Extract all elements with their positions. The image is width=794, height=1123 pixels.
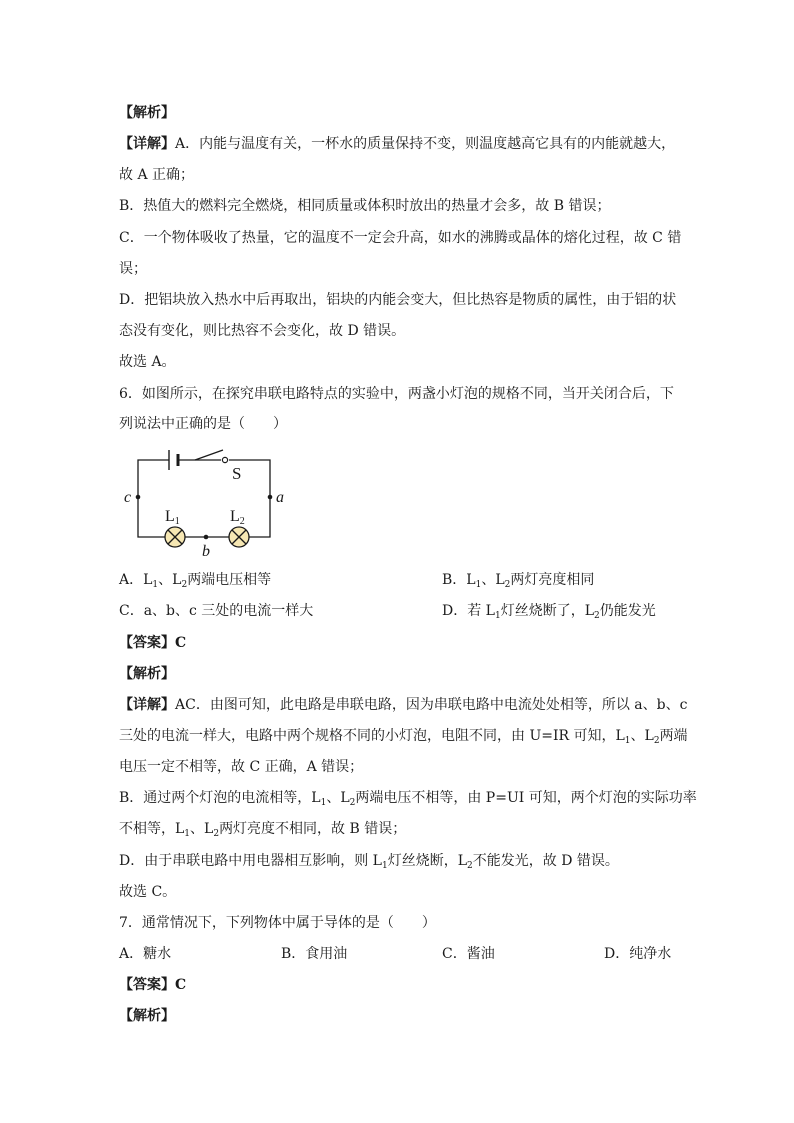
q7-option-b: B．食用油 [281,946,348,962]
q7-option-a: A．糖水 [119,946,172,962]
node-b-dot [204,535,209,540]
q6-option-d: D．若 $L_1$灯丝烧断了，$L_2$仍能发光 [442,603,656,621]
battery-symbol [169,450,178,470]
node-c-dot [136,495,141,500]
circuit-wires [138,460,270,537]
q5-conclusion: 故选 A。 [119,354,176,370]
q6-answer: 【答案】C [119,635,187,651]
point-b-label: b [202,543,210,560]
switch-label: S [232,464,242,483]
switch-symbol [195,450,228,463]
lamp-l2-icon [229,527,249,547]
q6-detail-line-4: B．通过两个灯泡的电流相等，$L_1$、$L_2$两端电压不相等，由 P=UI 可知，两个灯泡的实际功率 [119,790,697,808]
q7-answer: 【答案】C [119,977,187,993]
q6-option-b: B．$L_1$、$L_2$两灯亮度相同 [442,572,595,590]
lamp-l2-label: L2 [230,508,245,527]
detail-label: 【详解】 [119,697,175,713]
q6-option-c: C．a、b、c 三处的电流一样大 [119,603,314,619]
lamp-l1-label: L1 [165,508,180,527]
series-circuit-diagram [119,445,299,560]
q5-detail-line-1: 【详解】A．内能与温度有关，一杯水的质量保持不变，则温度越高它具有的内能就越大， [119,136,676,152]
q6-conclusion: 故选 C。 [119,884,177,900]
analysis-heading: 【解析】 [119,105,175,121]
q7-option-c: C．酱油 [442,946,495,962]
point-a-label: a [276,489,284,506]
q6-stem-line-2: 列说法中正确的是（ ） [119,416,287,432]
detail-label: 【详解】 [119,136,175,152]
q7-analysis-heading: 【解析】 [119,1008,175,1024]
q5-detail-line-4: C．一个物体吸收了热量，它的温度不一定会升高，如水的沸腾或晶体的熔化过程，故 C 错 [119,230,682,246]
q6-option-a: A．$L_1$、$L_2$两端电压相等 [119,572,272,590]
q7-option-d: D．纯净水 [604,946,672,962]
q6-analysis-heading: 【解析】 [119,666,175,682]
q5-detail-line-7: 态没有变化，则比热容不会变化，故 D 错误。 [119,323,406,339]
q5-detail-line-5: 误； [119,261,147,277]
q6-detail-line-2: 三处的电流一样大，电路中两个规格不同的小灯泡，电阻不同，由 U=IR 可知，$L_1$、$L_2$两端 [119,728,688,746]
q5-detail-line-2: 故 A 正确； [119,167,195,183]
q6-detail-line-5: 不相等，$L_1$、$L_2$两灯亮度不相同，故 B 错误； [119,821,407,839]
q6-stem-line-1: 6．如图所示，在探究串联电路特点的实验中，两盏小灯泡的规格不同，当开关闭合后，下 [119,386,674,402]
q6-detail-line-1: 【详解】AC．由图可知，此电路是串联电路，因为串联电路中电流处处相等，所以 a、b、c [119,697,688,713]
q6-detail-line-3: 电压一定不相等，故 C 正确，A 错误； [119,759,364,775]
lamp-l1-icon [165,527,185,547]
point-c-label: c [124,489,132,506]
q5-detail-line-6: D．把铝块放入热水中后再取出，铝块的内能会变大，但比热容是物质的属性，由于铝的状 [119,292,677,308]
node-a-dot [268,495,273,500]
q6-detail-line-6: D．由于串联电路中用电器相互影响，则 $L_1$灯丝烧断，$L_2$不能发光，故 D 错误。 [119,853,619,871]
q5-detail-line-3: B．热值大的燃料完全燃烧，相同质量或体积时放出的热量才会多，故 B 错误； [119,198,611,214]
q7-stem: 7．通常情况下，下列物体中属于导体的是（ ） [119,915,436,931]
